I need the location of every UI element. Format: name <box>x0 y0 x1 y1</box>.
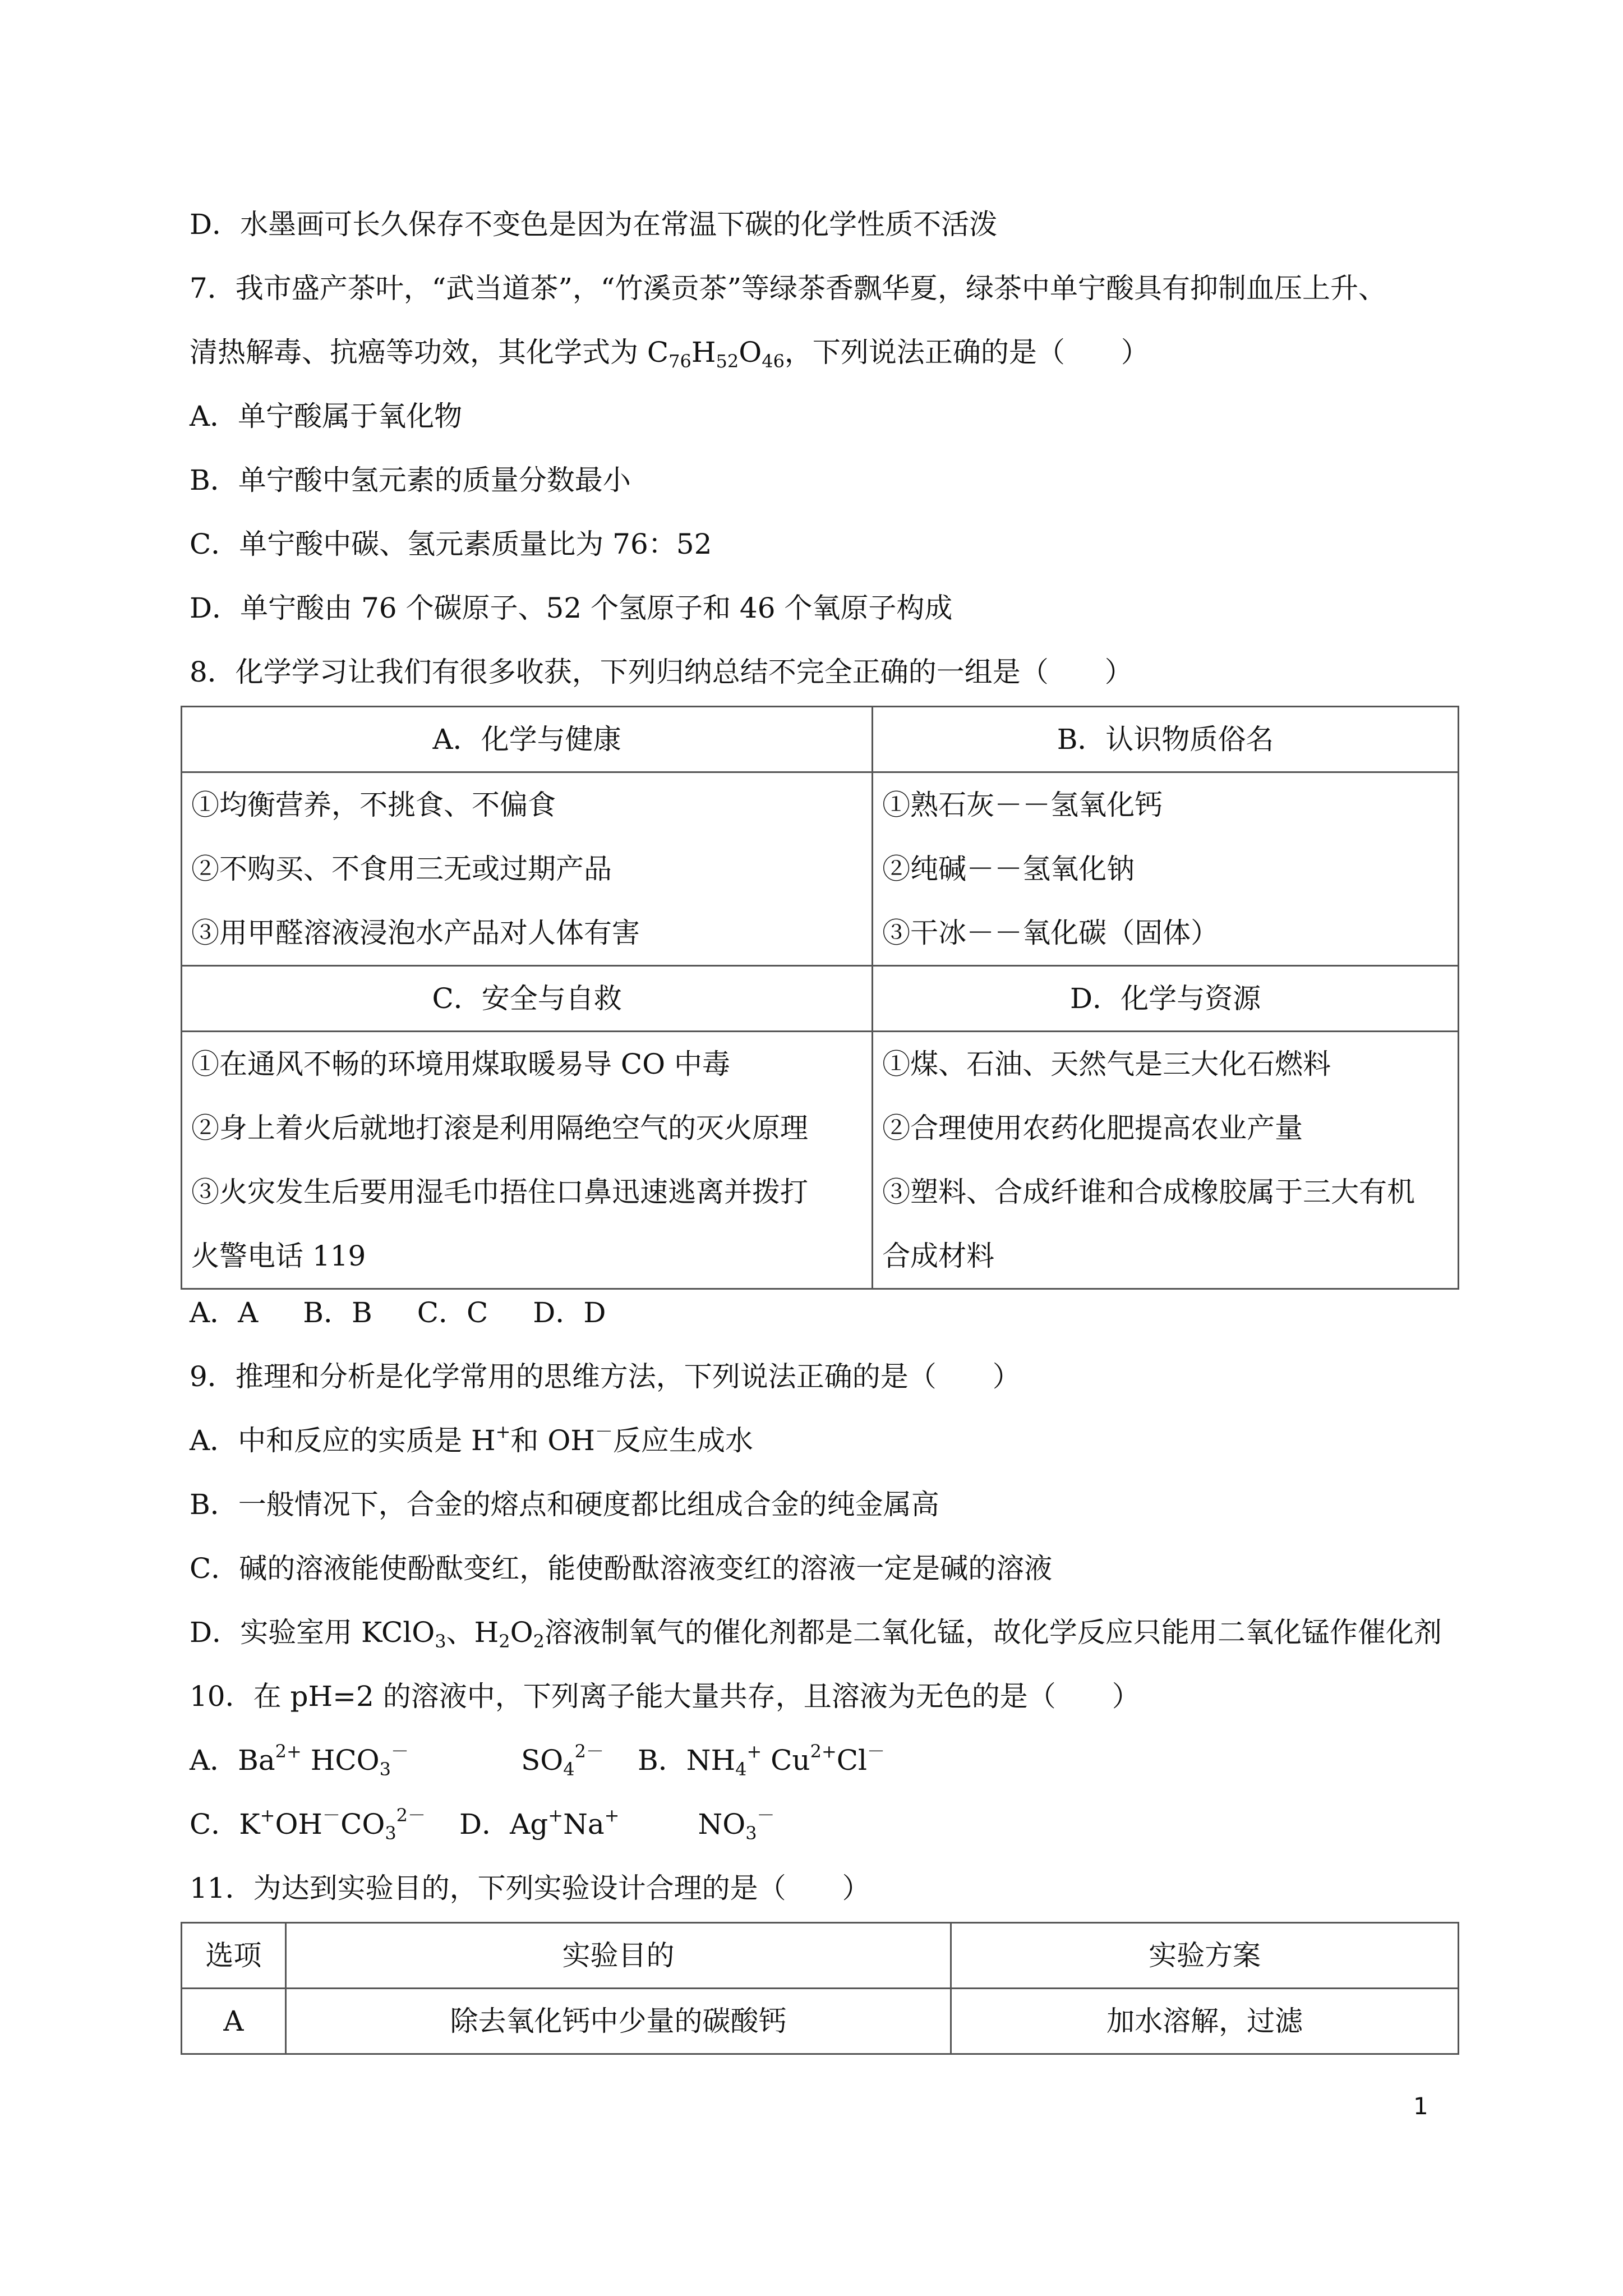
table8-b-item: ③干冰－－氧化碳（固体） <box>882 917 1219 949</box>
table8-d-item: ①煤、石油、天然气是三大化石燃料 <box>882 1048 1331 1080</box>
table8-cell-b <box>873 772 1459 966</box>
table8-d-item: ②合理使用农药化肥提高农业产量 <box>882 1112 1303 1144</box>
page-number: 1 <box>1413 2092 1428 2120</box>
table8-cell-a <box>182 772 873 966</box>
table8-head-d: D．化学与资源 <box>873 966 1459 1032</box>
table8-b-item: ①熟石灰－－氢氧化钙 <box>882 789 1163 821</box>
q7-stem-line1: 7．我市盛产茶叶，“武当道茶”，“竹溪贡茶”等绿茶香飘华夏，绿茶中单宁酸具有抑制血压上升、 <box>190 272 1387 305</box>
table11-cell: 加水溶解，过滤 <box>951 1989 1459 2054</box>
table8-c-item: ②身上着火后就地打滚是利用隔绝空气的灭火原理 <box>191 1112 808 1144</box>
q10-options-cd: C．$K^+OH^-CO_3^{2-}$ D．Ag+Na+ $NO_3^-$ <box>190 1805 775 1844</box>
q9-stem: 9．推理和分析是化学常用的思维方法，下列说法正确的是（ ） <box>190 1360 1021 1393</box>
table8-c-item: ③火灾发生后要用湿毛巾捂住口鼻迅速逃离并拨打 <box>191 1176 808 1208</box>
q10-stem: 10．在 pH=2 的溶液中，下列离子能大量共存，且溶液为无色的是（ ） <box>190 1680 1140 1713</box>
table11-cell: 除去氧化钙中少量的碳酸钙 <box>285 1989 951 2054</box>
q8-stem: 8．化学学习让我们有很多收获，下列归纳总结不完全正确的一组是（ ） <box>190 656 1133 688</box>
table11-header: 选项 <box>182 1923 286 1989</box>
table8-head-a: A．化学与健康 <box>182 707 873 772</box>
q7-option-b: B．单宁酸中氢元素的质量分数最小 <box>190 464 631 496</box>
table8-c-item: 火警电话 119 <box>191 1240 366 1272</box>
table8-a-item: ②不购买、不食用三无或过期产品 <box>191 853 612 885</box>
table8-head-c: C．安全与自救 <box>182 966 873 1032</box>
q10-options-ab: A．$Ba^{2+}$ $HCO_3^-$ $SO_4^{2-}$ B．$NH_4^+$ $Cu^{2+}Cl^-$ <box>190 1741 886 1780</box>
q7-stem-line2: 清热解毒、抗癌等功效，其化学式为 $C_{76}H_{52}O_{46}$，下列说法正确的是（ ） <box>190 336 1149 372</box>
q9-option-a: A．中和反应的实质是 H+和 OH－反应生成水 <box>190 1421 753 1457</box>
table8-cell-d <box>873 1032 1459 1289</box>
table8-cell-c <box>182 1032 873 1289</box>
table-row <box>182 1989 1459 2054</box>
q7-option-a: A．单宁酸属于氧化物 <box>190 400 463 432</box>
q8-options: A．A B．B C．C D．D <box>190 1296 606 1329</box>
table11-header: 实验方案 <box>951 1923 1459 1989</box>
q11-experiment-table <box>181 1922 1459 2055</box>
table8-b-item: ②纯碱－－氢氧化钠 <box>882 853 1135 885</box>
q9-option-b: B．一般情况下，合金的熔点和硬度都比组成合金的纯金属高 <box>190 1488 939 1521</box>
table8-c-item: ①在通风不畅的环境用煤取暖易导 CO 中毒 <box>191 1048 731 1080</box>
q7-option-d: D．单宁酸由 76 个碳原子、52 个氢原子和 46 个氧原子构成 <box>190 592 953 624</box>
table8-d-item: ③塑料、合成纤谁和合成橡胶属于三大有机 <box>882 1176 1415 1208</box>
q6-option-d: D．水墨画可长久保存不变色是因为在常温下碳的化学性质不活泼 <box>190 208 998 241</box>
table11-cell: A <box>182 1989 286 2054</box>
table11-header: 实验目的 <box>285 1923 951 1989</box>
q11-stem: 11．为达到实验目的，下列实验设计合理的是（ ） <box>190 1872 870 1904</box>
table8-a-item: ①均衡营养，不挑食、不偏食 <box>191 789 556 821</box>
table8-d-item: 合成材料 <box>882 1240 995 1272</box>
q9-option-d: D．实验室用 KClO$_3$、$H_2O_2$溶液制氧气的催化剂都是二氧化锰，故化学反应只能用二氧化锰作催化剂 <box>190 1616 1442 1652</box>
q9-option-c: C．碱的溶液能使酚酞变红，能使酚酞溶液变红的溶液一定是碱的溶液 <box>190 1552 1053 1585</box>
q7-option-c: C．单宁酸中碳、氢元素质量比为 76：52 <box>190 528 712 560</box>
table8-a-item: ③用甲醛溶液浸泡水产品对人体有害 <box>191 917 640 949</box>
table8-head-b: B．认识物质俗名 <box>873 707 1459 772</box>
q8-summary-table <box>181 706 1459 1290</box>
